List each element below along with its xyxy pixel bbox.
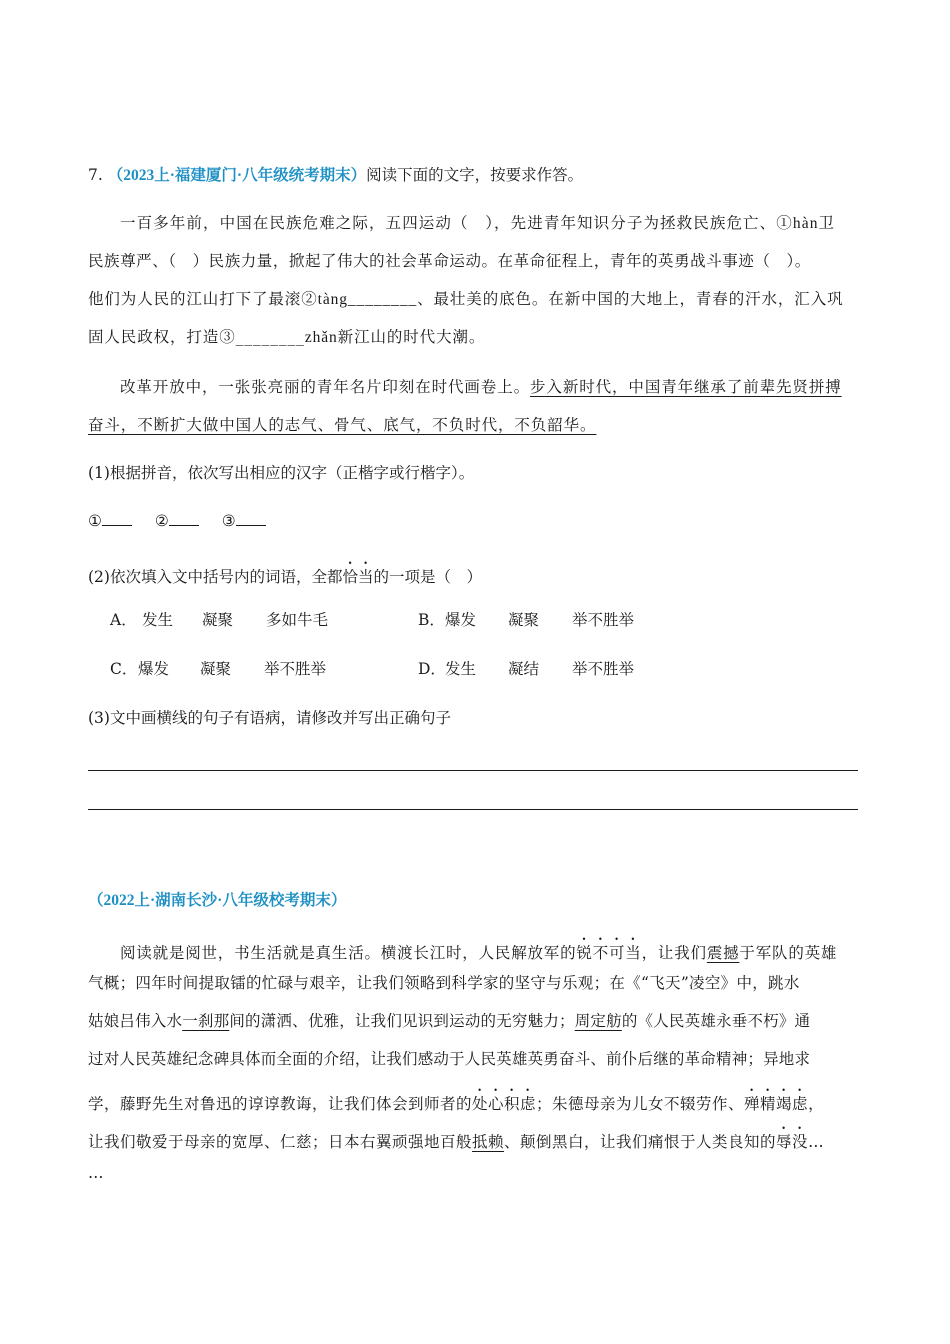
option-d[interactable]: D．发生 凝结 举不胜举 bbox=[418, 660, 635, 678]
emphasized-word: 殚精竭虑 bbox=[744, 1095, 809, 1113]
answer-blank-3[interactable] bbox=[236, 509, 266, 526]
underlined-word: 周定舫 bbox=[574, 1012, 622, 1030]
passage-line: 一百多年前，中国在民族危难之际，五四运动（ ），先进青年知识分子为拯救民族危亡、①hàn卫 bbox=[120, 214, 836, 232]
answer-blank-2[interactable] bbox=[169, 509, 199, 526]
question-source: （2023上·福建厦门·八年级统考期末） bbox=[107, 167, 367, 184]
underlined-sentence: 步入新时代，中国青年继承了前辈先贤拼搏 bbox=[530, 378, 842, 396]
underlined-word: 一刹那 bbox=[182, 1012, 230, 1030]
answer-line[interactable] bbox=[88, 809, 858, 810]
passage-line: 他们为人民的江山打下了最滚②tàng________、最壮美的底色。在新中国的大地上，青春的汗水，汇入巩 bbox=[88, 290, 844, 308]
passage-line: 过对人民英雄纪念碑具体而全面的介绍，让我们感动于人民英雄英勇奋斗、前仆后继的革命精神；异地求 bbox=[88, 1050, 811, 1068]
passage-line: 气概；四年时间提取镭的忙碌与艰辛，让我们领略到科学家的坚守与乐观；在《“飞天”凌空》中，跳水 bbox=[88, 974, 800, 992]
option-a[interactable]: A． 发生 凝聚 多如牛毛 bbox=[110, 611, 329, 629]
option-b[interactable]: B．爆发 凝聚 举不胜举 bbox=[418, 611, 635, 629]
underlined-word: 震撼 bbox=[706, 944, 740, 962]
question-number: 7. bbox=[88, 166, 103, 184]
passage-line bbox=[88, 414, 858, 436]
question-7-header bbox=[88, 164, 858, 187]
answer-blank-1[interactable] bbox=[102, 509, 132, 526]
passage-line: 固人民政权，打造③________zhǎn新江山的时代大潮。 bbox=[88, 328, 486, 346]
emphasized-word: 辱没 bbox=[776, 1133, 809, 1151]
emphasized-word: 恰当 bbox=[342, 568, 374, 586]
question-instruction: 阅读下面的文字，按要求作答。 bbox=[366, 166, 584, 184]
passage-line: … bbox=[88, 1164, 104, 1182]
emphasized-word: 处心积虑 bbox=[472, 1095, 537, 1113]
option-c[interactable]: C．爆发 凝聚 举不胜举 bbox=[110, 660, 327, 678]
passage-line: 改革开放中，一张张亮丽的青年名片印刻在时代画卷上。步入新时代，中国青年继承了前辈先贤拼搏 bbox=[120, 378, 842, 396]
sub-question-3: (3)文中画横线的句子有语病，请修改并写出正确句子 bbox=[88, 709, 451, 727]
answer-line[interactable] bbox=[88, 770, 858, 771]
sub-question-2: (2)依次填入文中括号内的词语，全都恰当的一项是（ ） bbox=[88, 568, 482, 586]
passage-line: 姑娘吕伟入水一刹那间的潇洒、优雅，让我们见识到运动的无穷魅力；周定舫的《人民英雄永垂不朽》通 bbox=[88, 1012, 811, 1030]
underlined-sentence: 奋斗，不断扩大做中国人的志气、骨气、底气，不负时代，不负韶华。 bbox=[88, 416, 597, 434]
passage-line: 学，藤野先生对鲁迅的谆谆教诲，让我们体会到师者的处心积虑；朱德母亲为儿女不辍劳作、殚精竭虑， bbox=[88, 1095, 825, 1113]
question-8-header bbox=[88, 889, 858, 912]
passage-line: 民族尊严、（ ）民族力量，掀起了伟大的社会革命运动。在革命征程上，青年的英勇战斗事迹（ ）。 bbox=[88, 252, 811, 270]
emphasized-word: 锐不可当 bbox=[576, 944, 642, 962]
question-source: （2022上·湖南长沙·八年级校考期末） bbox=[88, 892, 347, 909]
passage-line: 让我们敬爱于母亲的宽厚、仁慈；日本右翼顽强地百般抵赖、颠倒黑白，让我们痛恨于人类良知的辱没… bbox=[88, 1133, 825, 1151]
underlined-word: 抵赖 bbox=[472, 1133, 505, 1151]
answer-blanks: ① ② ③ bbox=[88, 509, 858, 532]
passage-line: 阅读就是阅世，书生活就是真生活。横渡长江时，人民解放军的锐不可当，让我们震撼于军队的英雄 bbox=[120, 944, 838, 962]
sub-question-1: (1)根据拼音，依次写出相应的汉字（正楷字或行楷字）。 bbox=[88, 464, 475, 482]
